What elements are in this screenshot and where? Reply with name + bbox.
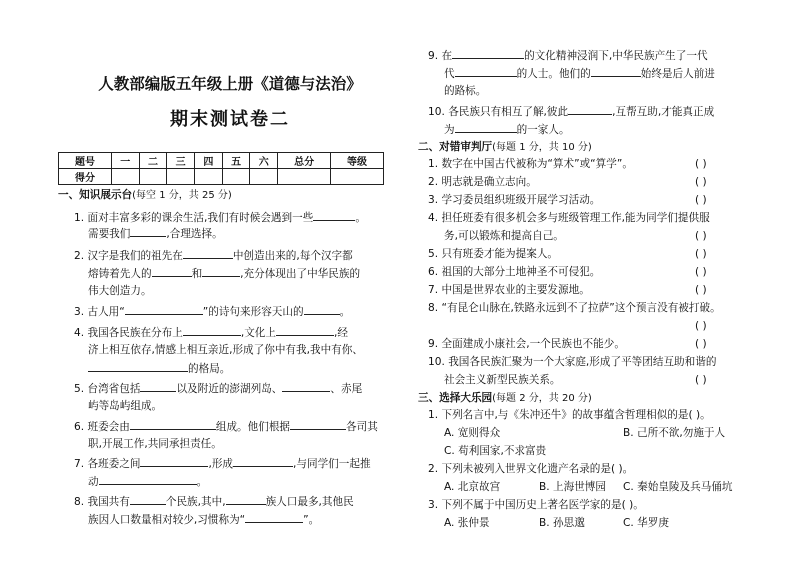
score-cell: [139, 169, 167, 185]
question-text: 各司其: [346, 421, 378, 433]
question-4-line-2: [88, 343, 363, 357]
answer-blank[interactable]: [290, 419, 346, 430]
question-text: 3. 古人用“: [74, 306, 125, 318]
section-scoring: (每题 1 分，共 10 分): [492, 142, 592, 153]
question-5-line-2: [88, 399, 162, 413]
score-cell: 二: [139, 153, 167, 169]
question-text: 个民族,其中,: [165, 496, 226, 508]
score-cell: 得分: [59, 169, 112, 185]
answer-blank[interactable]: [152, 266, 192, 277]
question-text: 的人士。他们的: [516, 68, 591, 80]
question-5-line-1: [74, 381, 362, 396]
section-scoring: (每空 1 分，共 25 分): [132, 190, 232, 201]
score-cell: [250, 169, 278, 185]
section-title: 三、选择大乐园: [418, 392, 493, 404]
question-text: ,文化上: [240, 327, 276, 339]
question-10-line-2: [444, 122, 570, 137]
question-text: 中创造出来的,每个汉字都: [232, 250, 353, 262]
tf-question-7: 7. 中国是世界农业的主要发源地。: [428, 284, 590, 296]
question-text: 的路标。: [444, 85, 487, 97]
answer-blank[interactable]: [233, 456, 293, 467]
score-cell: 题号: [59, 153, 112, 169]
question-7-line-2: [88, 474, 207, 489]
tf-question-4-line-1: 4. 担任班委有很多机会多与班级管理工作,能为同学们提供服: [428, 212, 710, 224]
mc-question-2: 2. 下列未被列入世界文化遗产名录的是( )。: [428, 463, 634, 475]
question-text: 8. 我国共有: [74, 496, 130, 508]
section-title: 二、对错审判厅: [418, 141, 493, 153]
question-text: 。: [196, 476, 208, 488]
question-text: 2. 汉字是我们的祖先在: [74, 250, 183, 262]
question-2-line-3: [88, 284, 152, 298]
mc-option-1a[interactable]: A. 宽则得众: [444, 427, 501, 439]
mc-option-3a[interactable]: A. 张仲景: [444, 517, 490, 529]
score-cell: [167, 169, 195, 185]
section-title: 一、知识展示台: [58, 189, 133, 201]
question-text: 动: [88, 476, 99, 488]
question-text: ,经: [333, 327, 348, 339]
answer-blank[interactable]: [455, 66, 517, 77]
answer-blank[interactable]: [452, 48, 524, 59]
mc-question-1: 1. 下列名言中,与《朱冲还牛》的故事蕴含哲理相似的是( )。: [428, 409, 711, 421]
question-text: 为: [444, 124, 455, 136]
score-table: [58, 152, 384, 185]
answer-blank[interactable]: [183, 248, 233, 259]
question-text: 和: [191, 268, 203, 280]
question-2-line-1: [74, 248, 353, 263]
answer-parentheses[interactable]: ( ): [695, 176, 707, 188]
score-cell: 总分: [278, 153, 331, 169]
tf-question-1: 1. 数字在中国古代被称为“算术”或“算学”。: [428, 158, 633, 170]
section-1-heading: [58, 188, 232, 203]
question-9-line-1: [428, 48, 708, 63]
score-cell: 一: [111, 153, 139, 169]
score-cell: [222, 169, 250, 185]
question-text: 熔铸着先人的: [88, 268, 152, 280]
question-6-line-2: [88, 437, 222, 451]
mc-option-1c[interactable]: C. 苟利国家,不求富贵: [444, 445, 547, 457]
question-7-line-1: [74, 456, 371, 471]
question-9-line-3: [444, 84, 486, 98]
question-text: 始终是后人前进: [640, 68, 715, 80]
question-text: 的格局。: [188, 363, 231, 375]
question-3: [74, 304, 350, 319]
score-cell: 等级: [331, 153, 384, 169]
score-cell: 六: [250, 153, 278, 169]
question-1-line-2: [88, 226, 223, 241]
question-text: 族人口最多,其他民: [265, 496, 354, 508]
section-2-heading: [418, 140, 592, 155]
question-text: 10. 各民族只有相互了解,彼此: [428, 106, 569, 118]
answer-blank[interactable]: [226, 494, 266, 505]
question-9-line-2: [444, 66, 715, 81]
question-text: 族因人口数量相对较少,习惯称为“: [88, 514, 246, 526]
mc-option-3b[interactable]: B. 孙思邈: [539, 517, 585, 529]
question-text: 代: [444, 68, 455, 80]
tf-question-8: 8. “有昆仑山脉在,铁路永远到不了拉萨”这个预言没有被打破。: [428, 302, 721, 314]
score-table-score-row: [59, 169, 384, 185]
question-4-line-1: [74, 325, 348, 340]
mc-option-3c[interactable]: C. 华罗庚: [623, 517, 669, 529]
score-cell: 三: [167, 153, 195, 169]
answer-blank[interactable]: [130, 419, 216, 430]
question-text: 6. 班委会由: [74, 421, 130, 433]
section-scoring: (每题 2 分，共 20 分): [492, 393, 592, 404]
question-8-line-1: [74, 494, 354, 509]
question-text: 需要我们: [88, 228, 131, 240]
question-text: 的文化精神浸润下,中华民族产生了一代: [524, 50, 708, 62]
question-6-line-1: [74, 419, 378, 434]
answer-blank[interactable]: [276, 325, 334, 336]
question-text: 的一家人。: [516, 124, 570, 136]
mc-option-2c[interactable]: C. 秦始皇陵及兵马俑坑: [623, 481, 733, 493]
question-text: ,互帮互助,才能真正成: [612, 106, 715, 118]
question-text: 4. 我国各民族在分布上: [74, 327, 183, 339]
question-text: 组成。他们根据: [215, 421, 291, 433]
answer-blank[interactable]: [140, 456, 208, 467]
question-text: 以及附近的澎湖列岛、: [176, 383, 283, 395]
answer-blank[interactable]: [202, 266, 240, 277]
answer-blank[interactable]: [88, 361, 188, 372]
score-cell: [331, 169, 384, 185]
answer-blank[interactable]: [455, 122, 517, 133]
exam-title: 人教部编版五年级上册《道德与法治》: [98, 75, 362, 93]
question-text: 9. 在: [428, 50, 453, 62]
tf-question-3: 3. 学习委员组织班级开展学习活动。: [428, 194, 601, 206]
answer-parentheses[interactable]: ( ): [695, 338, 707, 350]
answer-parentheses[interactable]: ( ): [695, 230, 707, 242]
answer-blank[interactable]: [183, 325, 241, 336]
question-text: ,形成: [208, 458, 234, 470]
tf-question-6: 6. 祖国的大部分土地神圣不可侵犯。: [428, 266, 601, 278]
answer-parentheses[interactable]: ( ): [695, 266, 707, 278]
question-text: 7. 各班委之间: [74, 458, 141, 470]
question-text: 济上相互依存,情感上相互亲近,形成了你中有我,我中有你、: [88, 344, 363, 356]
question-text: 5. 台湾省包括: [74, 383, 141, 395]
question-1-line-1: 1. 面对丰富多彩的课余生活,我们有时候会遇到一些 。: [74, 212, 366, 224]
answer-parentheses[interactable]: ( ): [695, 284, 707, 296]
tf-question-10-line-1: 10. 我国各民族汇聚为一个大家庭,形成了平等团结互助和谐的: [428, 356, 717, 368]
tf-question-5: 5. 只有班委才能为提案人。: [428, 248, 559, 260]
mc-option-2a[interactable]: A. 北京故宫: [444, 481, 501, 493]
question-text: ”。: [303, 514, 320, 526]
answer-blank[interactable]: [245, 512, 303, 523]
question-2-line-2: [88, 266, 360, 281]
answer-parentheses[interactable]: ( ): [695, 194, 707, 206]
question-text: ,充分体现出了中华民族的: [240, 268, 361, 280]
question-10-line-1: [428, 104, 714, 119]
question-text: 职,开展工作,共同承担责任。: [88, 438, 222, 450]
question-text: 、赤尾: [330, 383, 363, 395]
exam-subtitle: 期末测试卷二: [170, 109, 290, 130]
question-text: ”的诗句来形容天山的: [202, 306, 304, 318]
answer-parentheses[interactable]: ( ): [695, 374, 707, 386]
score-cell: [278, 169, 331, 185]
mc-option-1b[interactable]: B. 己所不欲,勿施于人: [623, 427, 726, 439]
score-cell: 五: [222, 153, 250, 169]
answer-blank[interactable]: [313, 210, 355, 221]
mc-option-2b[interactable]: B. 上海世博园: [539, 481, 606, 493]
answer-blank[interactable]: [130, 226, 166, 237]
score-table-header-row: [59, 153, 384, 169]
answer-parentheses[interactable]: ( ): [695, 158, 707, 170]
question-text: 屿等岛屿组成。: [88, 400, 163, 412]
mc-question-3: 3. 下列不属于中国历史上著名医学家的是( )。: [428, 499, 644, 511]
score-cell: [195, 169, 223, 185]
question-text: 1. 面对丰富多彩的课余生活,我们有时候会遇到一些: [74, 212, 314, 224]
answer-blank[interactable]: [568, 104, 612, 115]
answer-blank[interactable]: [130, 494, 166, 505]
answer-blank[interactable]: [304, 304, 340, 315]
question-8-line-2: [88, 512, 319, 527]
answer-blank[interactable]: [125, 304, 203, 315]
answer-parentheses[interactable]: ( ): [695, 248, 707, 260]
answer-parentheses[interactable]: ( ): [695, 320, 707, 332]
score-cell: 四: [195, 153, 223, 169]
answer-blank[interactable]: [99, 474, 197, 485]
answer-blank[interactable]: [591, 66, 641, 77]
tf-question-9: 9. 全面建成小康社会,一个民族也不能少。: [428, 338, 625, 350]
tf-question-10-line-2: 社会主义新型民族关系。: [444, 374, 561, 386]
question-4-line-3: [88, 361, 230, 376]
section-3-heading: [418, 391, 592, 406]
question-text: ,与同学们一起推: [293, 458, 371, 470]
answer-blank[interactable]: [140, 381, 176, 392]
question-text: 伟大创造力。: [88, 285, 152, 297]
tf-question-4-line-2: 务,可以锻炼和提高自己。: [444, 230, 564, 242]
question-text: 。: [339, 306, 351, 318]
score-cell: [111, 169, 139, 185]
answer-blank[interactable]: [282, 381, 330, 392]
tf-question-2: 2. 明志就是确立志向。: [428, 176, 537, 188]
question-text: ,合理选择。: [166, 228, 223, 240]
